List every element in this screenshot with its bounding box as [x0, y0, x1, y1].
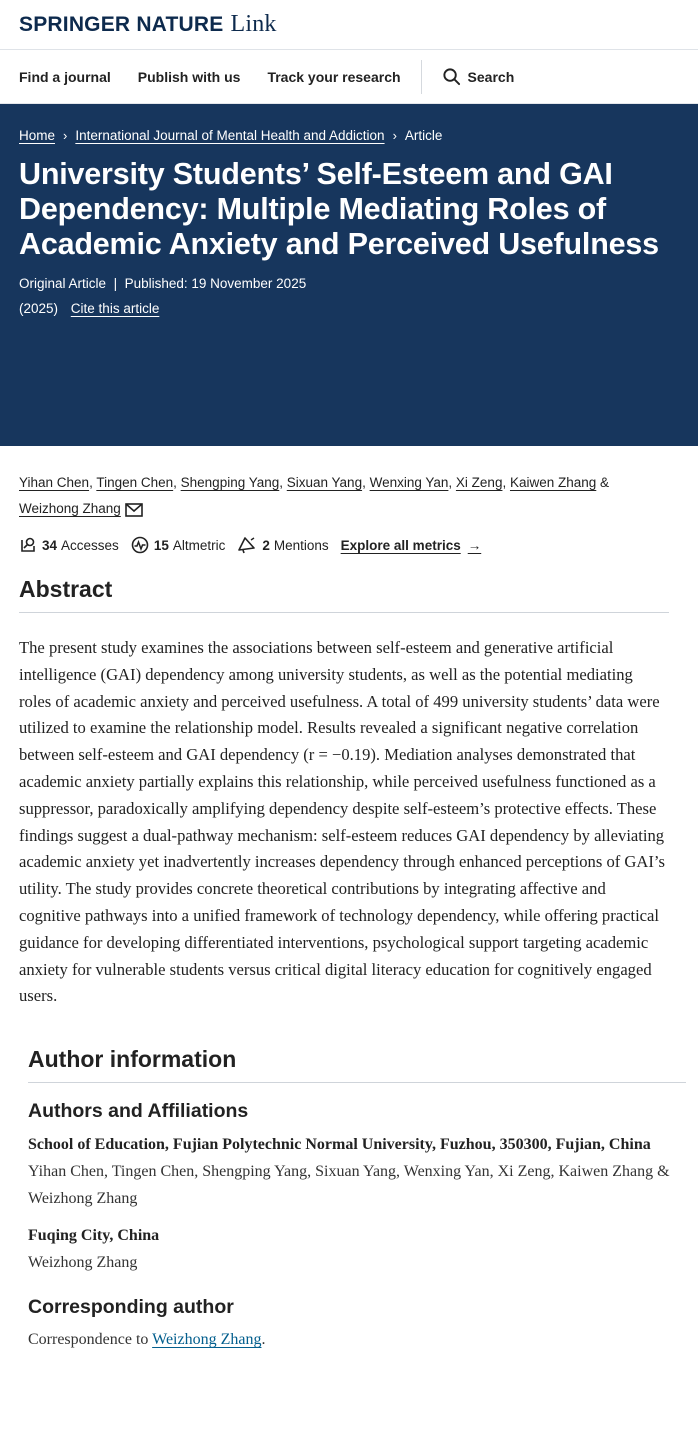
- author-link[interactable]: Yihan Chen: [19, 475, 90, 490]
- abstract-section: [19, 576, 669, 1010]
- correspondence-suffix: .: [261, 1331, 266, 1349]
- brand-name: SPRINGER NATURE: [19, 13, 224, 36]
- search-label: Search: [467, 68, 515, 85]
- chevron-right-icon: ›: [392, 128, 397, 143]
- breadcrumb-current: Article: [404, 128, 443, 143]
- affiliation-name: Fuqing City, China: [28, 1227, 160, 1245]
- mentions-label: Mentions: [273, 537, 329, 553]
- mail-icon[interactable]: [125, 503, 143, 517]
- corresponding-author-heading: Corresponding author: [28, 1296, 234, 1319]
- article-header: [0, 104, 698, 446]
- chevron-right-icon: ›: [63, 128, 68, 143]
- breadcrumb: [19, 128, 679, 143]
- author-link[interactable]: Tingen Chen: [96, 475, 174, 490]
- correspondence-line: [28, 1331, 686, 1349]
- affiliation-item: [28, 1132, 686, 1212]
- article-type: Original Article: [19, 276, 107, 291]
- affiliation-authors: Yihan Chen, Tingen Chen, Shengping Yang, Sixuan Yang, Wenxing Yan, Xi Zeng, Kaiwen Zhang & Weizhong Zhang: [28, 1163, 670, 1208]
- breadcrumb-journal[interactable]: International Journal of Mental Health and Addiction: [75, 128, 385, 143]
- author-information-heading: Author information: [28, 1046, 686, 1083]
- find-journal-link[interactable]: Find a journal: [19, 68, 111, 85]
- altmetric-icon: [131, 536, 149, 554]
- altmetric-label: Altmetric: [172, 537, 226, 553]
- brand-bar: [0, 0, 698, 50]
- megaphone-icon: [237, 536, 257, 554]
- mentions-count: 2: [262, 537, 270, 553]
- accesses-metric: [19, 536, 119, 554]
- article-meta-2: [19, 301, 679, 316]
- abstract-heading: Abstract: [19, 576, 669, 613]
- mentions-metric: [237, 536, 328, 554]
- article-title: University Students’ Self-Esteem and GAI Dependency: Multiple Mediating Roles of Academic Anxiety and Perceived Usefulness: [19, 157, 659, 261]
- meta-separator: |: [109, 276, 121, 291]
- top-navigation: [0, 50, 698, 104]
- breadcrumb-home[interactable]: Home: [19, 128, 56, 143]
- explore-metrics-link[interactable]: [341, 538, 482, 553]
- nav-divider: [421, 60, 422, 94]
- author-link[interactable]: Sixuan Yang: [286, 475, 363, 490]
- track-research-link[interactable]: Track your research: [267, 68, 401, 85]
- arrow-right-icon: →: [467, 537, 482, 553]
- affiliations-heading: Authors and Affiliations: [28, 1100, 249, 1123]
- author-link[interactable]: Kaiwen Zhang: [509, 475, 597, 490]
- author-ampersand: &: [600, 475, 610, 490]
- author-link[interactable]: Shengping Yang: [180, 475, 280, 490]
- altmetric-count: 15: [153, 537, 169, 553]
- author-list: Yihan Chen, Tingen Chen, Shengping Yang, Sixuan Yang, Wenxing Yan, Xi Zeng, Kaiwen Zhang & Weizhong Zhang: [19, 475, 610, 516]
- search-button[interactable]: [442, 67, 515, 86]
- affiliation-authors: Weizhong Zhang: [28, 1254, 138, 1272]
- correspondence-prefix: Correspondence to: [28, 1331, 149, 1349]
- author-link[interactable]: Wenxing Yan: [369, 475, 449, 490]
- corresponding-author-link[interactable]: Weizhong Zhang: [19, 501, 121, 516]
- search-icon: [442, 67, 461, 86]
- article-meta: [19, 276, 679, 291]
- accesses-count: 34: [42, 537, 58, 553]
- download-icon: [19, 536, 37, 554]
- publish-link[interactable]: Publish with us: [137, 68, 241, 85]
- accesses-label: Accesses: [61, 537, 119, 553]
- springer-nature-logo[interactable]: [19, 11, 277, 38]
- author-link[interactable]: Xi Zeng: [455, 475, 503, 490]
- affiliation-name: School of Education, Fujian Polytechnic Normal University, Fuzhou, 350300, Fujian, China: [28, 1136, 651, 1154]
- correspondence-author-link[interactable]: Weizhong Zhang: [152, 1331, 262, 1349]
- abstract-text: The present study examines the associations between self-esteem and generative artificial intelligence (GAI) dependency among university students, as well as the potential mediating roles of academic anxiety and perceived usefulness. A total of 499 university students’ data were utilized to examine the relationship model. Results revealed a significant negative correlation between self-esteem and GAI dependency (r = −0.19). Mediation analyses demonstrated that academic anxiety partially explains this relationship, while perceived usefulness functioned as a suppressor, paradoxically amplifying dependency despite self-esteem’s protective effects. These findings suggest a dual-pathway mechanism: self-esteem reduces GAI dependency by alleviating academic anxiety yet inadvertently increases dependency through enhanced perceptions of GAI’s utility. The study provides concrete theoretical contributions by integrating affective and cognitive pathways into a unified framework of technology dependency, while offering practical guidance for developing differentiated interventions, psychological support targeting academic anxiety for vulnerable students versus critical digital literacy education for cognitively engaged users.: [19, 638, 665, 1006]
- brand-link-word: Link: [230, 11, 277, 37]
- article-metrics: [0, 522, 698, 554]
- published-date: Published: 19 November 2025: [124, 276, 307, 291]
- author-information-section: [28, 1046, 686, 1349]
- affiliation-item: [28, 1223, 686, 1276]
- explore-metrics-label: Explore all metrics: [340, 537, 461, 553]
- cite-article-link[interactable]: Cite this article: [70, 301, 160, 316]
- altmetric-metric: [131, 536, 226, 554]
- article-year: (2025): [19, 301, 59, 316]
